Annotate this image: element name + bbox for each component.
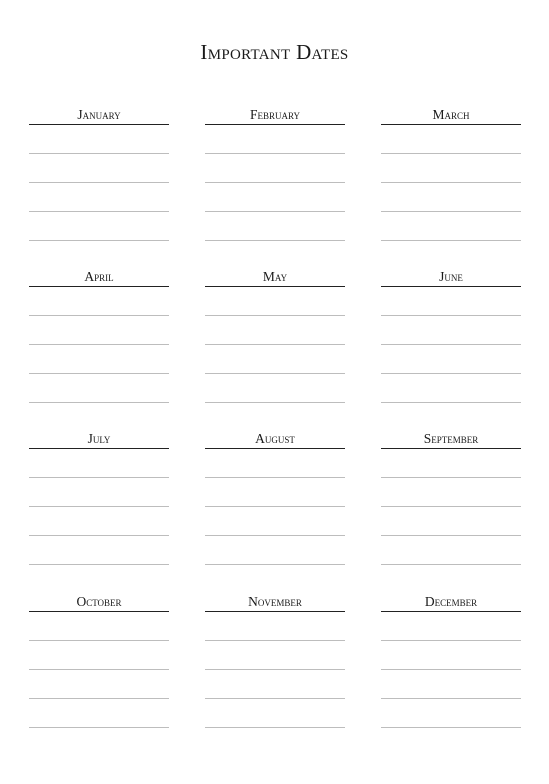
- entry-line[interactable]: [205, 344, 345, 345]
- month-block-april: [29, 269, 169, 409]
- month-block-march: [381, 107, 521, 247]
- header-rule: [381, 286, 521, 287]
- entry-line[interactable]: [29, 182, 169, 183]
- entry-line[interactable]: [29, 240, 169, 241]
- entry-line[interactable]: [29, 640, 169, 641]
- month-label: July: [87, 431, 111, 446]
- entry-line[interactable]: [381, 727, 521, 728]
- entry-line[interactable]: [381, 535, 521, 536]
- entry-line[interactable]: [205, 477, 345, 478]
- entry-line[interactable]: [381, 698, 521, 699]
- entry-line[interactable]: [205, 153, 345, 154]
- entry-line[interactable]: [29, 153, 169, 154]
- month-label: September: [423, 431, 479, 446]
- entry-line[interactable]: [205, 211, 345, 212]
- header-rule: [205, 124, 345, 125]
- month-label: October: [76, 594, 122, 609]
- entry-line[interactable]: [29, 373, 169, 374]
- entry-line[interactable]: [29, 669, 169, 670]
- header-rule: [205, 286, 345, 287]
- header-rule: [381, 611, 521, 612]
- entry-line[interactable]: [29, 344, 169, 345]
- entry-line[interactable]: [381, 344, 521, 345]
- entry-line[interactable]: [205, 182, 345, 183]
- entry-line[interactable]: [29, 402, 169, 403]
- entry-line[interactable]: [205, 535, 345, 536]
- month-block-january: [29, 107, 169, 247]
- entry-line[interactable]: [205, 669, 345, 670]
- entry-line[interactable]: [381, 402, 521, 403]
- entry-line[interactable]: [29, 315, 169, 316]
- month-label: December: [424, 594, 478, 609]
- entry-line[interactable]: [205, 727, 345, 728]
- entry-line[interactable]: [205, 698, 345, 699]
- entry-line[interactable]: [381, 315, 521, 316]
- header-rule: [29, 448, 169, 449]
- entry-line[interactable]: [29, 477, 169, 478]
- entry-line[interactable]: [381, 640, 521, 641]
- entry-line[interactable]: [205, 506, 345, 507]
- entry-line[interactable]: [29, 564, 169, 565]
- header-rule: [29, 124, 169, 125]
- month-block-october: [29, 594, 169, 734]
- entry-line[interactable]: [381, 564, 521, 565]
- entry-line[interactable]: [381, 477, 521, 478]
- header-rule: [381, 124, 521, 125]
- header-rule: [205, 448, 345, 449]
- header-rule: [29, 286, 169, 287]
- entry-line[interactable]: [381, 373, 521, 374]
- month-block-july: [29, 431, 169, 571]
- month-block-september: [381, 431, 521, 571]
- month-label: August: [255, 431, 295, 446]
- entry-line[interactable]: [205, 315, 345, 316]
- month-block-june: [381, 269, 521, 409]
- entry-line[interactable]: [381, 182, 521, 183]
- entry-line[interactable]: [29, 698, 169, 699]
- month-label: April: [84, 269, 114, 284]
- entry-line[interactable]: [29, 211, 169, 212]
- page-title: Important Dates: [200, 40, 349, 64]
- entry-line[interactable]: [29, 506, 169, 507]
- entry-line[interactable]: [29, 535, 169, 536]
- entry-line[interactable]: [381, 506, 521, 507]
- entry-line[interactable]: [205, 564, 345, 565]
- month-block-may: [205, 269, 345, 409]
- header-rule: [29, 611, 169, 612]
- entry-line[interactable]: [205, 640, 345, 641]
- entry-line[interactable]: [205, 402, 345, 403]
- entry-line[interactable]: [29, 727, 169, 728]
- month-block-august: [205, 431, 345, 571]
- entry-line[interactable]: [381, 240, 521, 241]
- entry-line[interactable]: [205, 373, 345, 374]
- month-label: November: [248, 594, 302, 609]
- month-label: March: [432, 107, 470, 122]
- header-rule: [205, 611, 345, 612]
- month-label: May: [262, 269, 288, 284]
- month-label: June: [439, 269, 463, 284]
- entry-line[interactable]: [205, 240, 345, 241]
- month-block-november: [205, 594, 345, 734]
- month-block-february: [205, 107, 345, 247]
- entry-line[interactable]: [381, 669, 521, 670]
- month-label: January: [77, 107, 121, 122]
- entry-line[interactable]: [381, 153, 521, 154]
- header-rule: [381, 448, 521, 449]
- month-block-december: [381, 594, 521, 734]
- entry-line[interactable]: [381, 211, 521, 212]
- month-label: February: [249, 107, 301, 122]
